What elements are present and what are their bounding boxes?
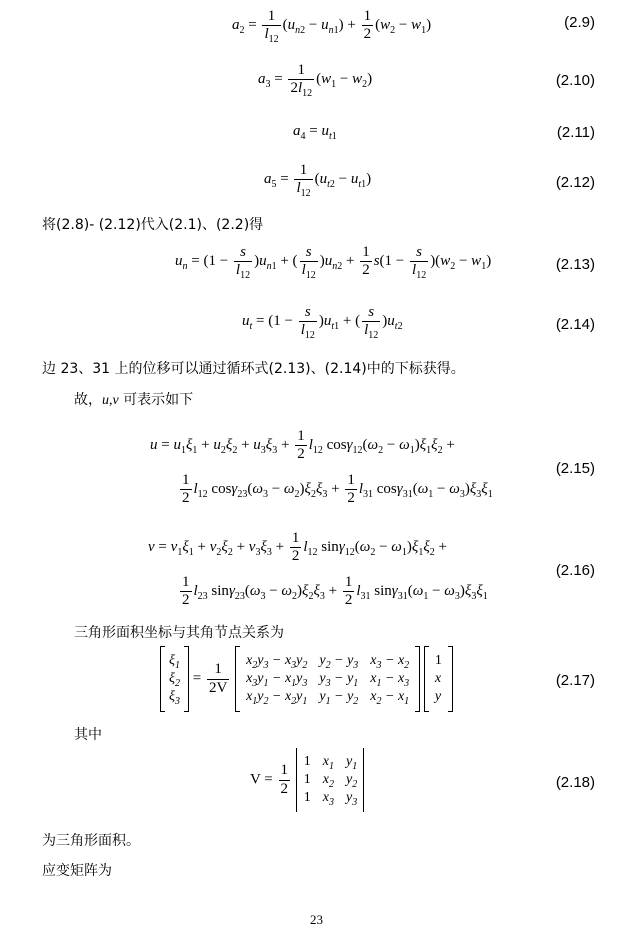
edges-text: 边 23、31 上的位移可以通过循环式(2.13)、(2.14)中的下标获得。 (42, 361, 465, 377)
equation-2-10: $a_3$ = $\frac{1}{2l_{12}}$ $(w_1 - w_2)$ (258, 62, 373, 100)
area-coord-text: 三角形面积坐标与其角节点关系为 (74, 625, 284, 641)
equation-number-2-10: (2.10) (555, 72, 595, 89)
equation-number-2-12: (2.12) (555, 174, 595, 191)
strain-text: 应变矩阵为 (42, 863, 112, 879)
substitute-text: 将(2.8)- (2.12)代入(2.1)、(2.2)得 (42, 217, 264, 233)
therefore-text (74, 389, 193, 409)
equation-2-16-line2: $\frac{1}{2}$ $l_{23}$ $\sin\gamma_{23}(\omega_3 - \omega_2)\xi_2\xi_3$ + $\frac{1}{2}$ $l_{31}$ $\sin\gamma_{31}(\omega_1 - \omega_3)\xi_3\xi_1$ (182, 574, 488, 609)
therefore-prefix: 故， (74, 392, 102, 408)
equation-number-2-9: (2.9) (564, 14, 595, 31)
equation-2-16-line1: $v = v_1\xi_1 + v_2\xi_2 + v_3\xi_3$ + $\frac{1}{2}$ $l_{12}$ $\sin\gamma_{12}(\omega_2 - \omega_1)\xi_1\xi_2$ + (148, 530, 447, 565)
equation-number-2-14: (2.14) (555, 316, 595, 333)
therefore-suffix: 可表示如下 (118, 392, 194, 408)
equation-number-2-11: (2.11) (556, 124, 595, 141)
equation-number-2-15: (2.15) (555, 460, 595, 477)
page-number: 23 (310, 912, 323, 927)
equation-number-2-16: (2.16) (555, 562, 595, 579)
equation-2-15-line1: $u = u_1\xi_1 + u_2\xi_2 + u_3\xi_3$ + $\frac{1}{2}$ $l_{12}$ $\cos\gamma_{12}(\omega_2 - \omega_1)\xi_1\xi_2$ + (150, 428, 455, 463)
equation-number-2-13: (2.13) (555, 256, 595, 273)
equation-2-9: $a_2$ = $\frac{1}{l_{12}}$ $(u_{n2} - u_{n1})$ + $\frac{1}{2}$ $(w_2 - w_1)$ (232, 8, 432, 46)
equation-number-2-17: (2.17) (555, 672, 595, 689)
equation-2-14: $u_t = (1$ − $\frac{s}{l_{12}}$ )$u_{t1}$ + ( $\frac{s}{l_{12}}$ )$u_{t2}$ (242, 304, 403, 342)
equation-2-11: $a_4 = u_{t1}$ (293, 123, 337, 142)
equation-number-2-18: (2.18) (555, 774, 595, 791)
equation-2-13: $u_n = (1$ − $\frac{s}{l_{12}}$ )$u_{n1}$ + ( $\frac{s}{l_{12}}$ )$u_{n2}$ + $\frac{1}{2}$ s(1 − $\frac{s}{l_{12}}$ )$(w_2 - w_1)$ (175, 244, 492, 282)
equation-2-17: $\xi_1$ $\xi_2$ $\xi_3$ = $\frac{1}{2V}$ $x_2y_3 - x_3y_2$ $y_2 - y_3$ $x_3 - x_2$ $x_3y_1 - x_1y_3$ $y_3 - y_1$ $x_1 - x_3$ $x_1y_2 - x_2y_1$ $y_1 - y_2$ $x_2 - x_1$ 1 x y (160, 646, 453, 712)
therefore-vars: u,v (102, 393, 119, 408)
equation-2-12: $a_5$ = $\frac{1}{l_{12}}$ $(u_{t2} - u_{t1})$ (264, 162, 372, 200)
area-desc-text: 为三角形面积。 (42, 833, 140, 849)
equation-2-18: V = $\frac{1}{2}$ 1 $x_1$ $y_1$ 1 $x_2$ $y_2$ 1 $x_3$ $y_3$ (250, 748, 365, 812)
equation-2-15-line2: $\frac{1}{2}$ $l_{12}$ $\cos\gamma_{23}(\omega_3 - \omega_2)\xi_2\xi_3$ + $\frac{1}{2}$ $l_{31}$ $\cos\gamma_{31}(\omega_1 - \omega_3)\xi_3\xi_1$ (182, 472, 493, 507)
where-text: 其中 (74, 727, 102, 743)
